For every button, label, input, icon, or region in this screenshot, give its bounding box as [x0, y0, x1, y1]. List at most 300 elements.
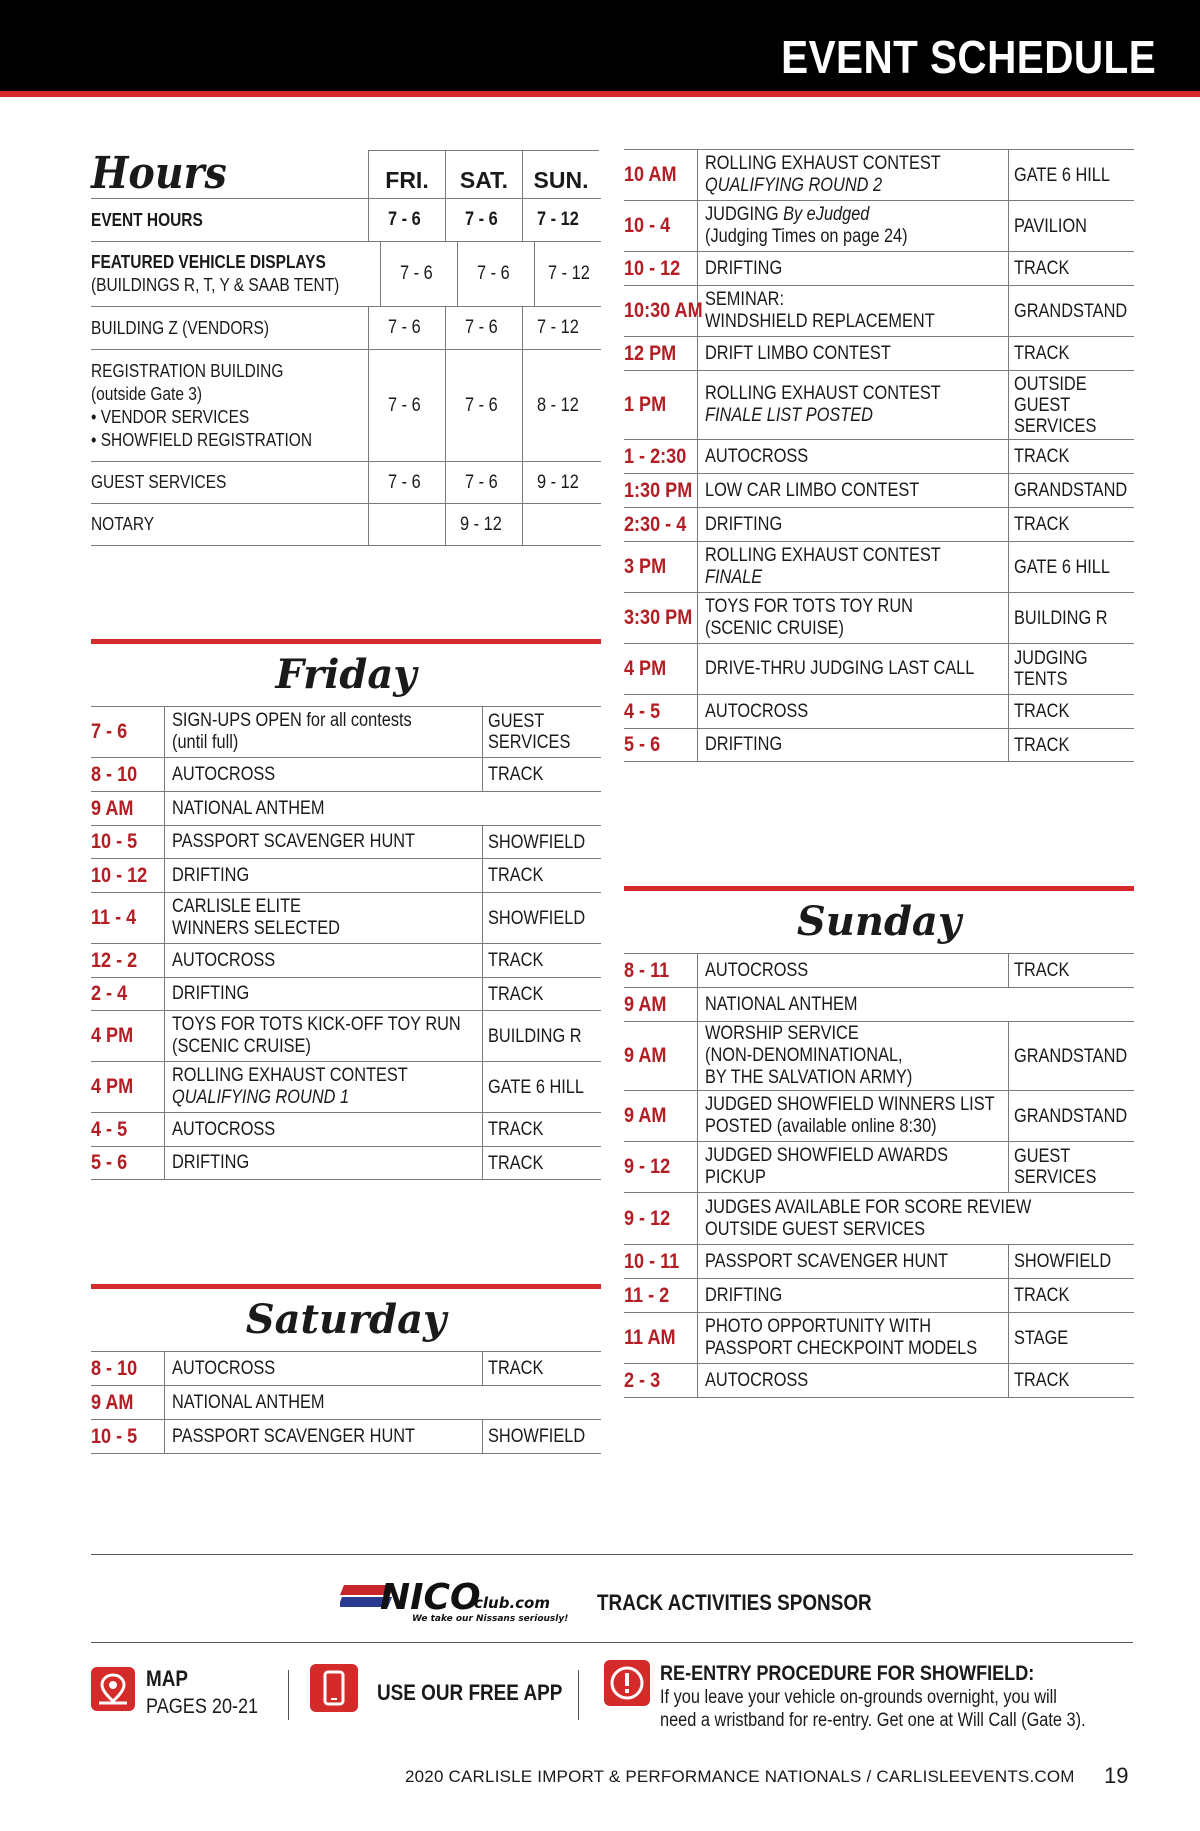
event-name [698, 150, 1008, 200]
event-line: POSTED (available online 8:30) [705, 1116, 937, 1137]
event-line: AUTOCROSS [172, 949, 276, 971]
hours-sun: 9 - 12 [536, 471, 579, 493]
event-time [91, 792, 165, 825]
event-name [698, 252, 1008, 285]
free-app-label[interactable]: USE OUR FREE APP [377, 1680, 563, 1705]
hours-sat: 7 - 6 [464, 209, 498, 230]
location-line: TRACK [488, 950, 544, 971]
event-time-text: 8 - 10 [91, 762, 138, 786]
reentry-notice [660, 1662, 1140, 1732]
location-line: GUEST [1014, 1146, 1071, 1167]
event-name [698, 593, 1008, 643]
hours-table [91, 150, 601, 546]
event-time [624, 1364, 698, 1397]
event-location [1008, 1142, 1134, 1192]
hours-label: NOTARY [91, 514, 155, 534]
event-line: DRIVE-THRU JUDGING LAST CALL [705, 658, 975, 679]
reentry-title: RE-ENTRY PROCEDURE FOR SHOWFIELD: [660, 1662, 1035, 1685]
hours-sat: 7 - 6 [464, 317, 498, 338]
event-time-text: 12 PM [624, 341, 677, 365]
event-line: NATIONAL ANTHEM [172, 797, 325, 819]
event-time-text: 1 PM [624, 393, 667, 416]
event-line: PASSPORT SCAVENGER HUNT [172, 831, 416, 852]
event-location [1008, 1091, 1134, 1141]
event-time-text: 9 AM [624, 1044, 667, 1067]
location-line: TRACK [488, 764, 544, 785]
event-time-text: 10 - 5 [91, 830, 138, 853]
schedule-row [624, 695, 1134, 729]
location-line: TRACK [1014, 701, 1070, 722]
event-location [1008, 371, 1134, 439]
location-line: GUEST [1014, 394, 1071, 416]
event-time-text: 10 - 5 [91, 1424, 138, 1448]
schedule-row [91, 859, 601, 893]
event-line: (SCENIC CRUISE) [172, 1036, 311, 1057]
event-name [165, 1386, 601, 1419]
schedule-row [624, 440, 1134, 474]
event-location [1008, 729, 1134, 761]
event-time-text: 11 - 4 [91, 906, 137, 929]
hours-fri: 7 - 6 [387, 471, 421, 493]
location-line: TRACK [488, 983, 544, 1005]
event-line: TOYS FOR TOTS KICK-OFF TOY RUN [172, 1014, 461, 1035]
event-line: AUTOCROSS [705, 700, 809, 722]
hours-sat: 9 - 12 [459, 513, 502, 535]
friday-rows [91, 707, 601, 1180]
event-line: DRIFTING [705, 1284, 783, 1306]
location-line: TRACK [488, 1358, 544, 1379]
hours-fri: 7 - 6 [387, 394, 421, 416]
location-line: TRACK [1014, 1285, 1070, 1306]
event-location [1008, 644, 1134, 694]
event-time-text: 4 PM [91, 1075, 134, 1098]
event-name [698, 1022, 1008, 1090]
event-line: (SCENIC CRUISE) [705, 618, 844, 639]
schedule-row [624, 337, 1134, 371]
schedule-row [624, 644, 1134, 695]
location-line: GATE 6 HILL [488, 1076, 584, 1098]
event-location [1008, 252, 1134, 285]
event-line: DRIFT LIMBO CONTEST [705, 342, 891, 364]
event-time-text: 9 AM [91, 796, 134, 820]
divider [91, 1554, 1133, 1555]
event-time-text: 11 AM [624, 1326, 676, 1349]
map-pages: PAGES 20-21 [146, 1695, 259, 1718]
schedule-row [624, 988, 1134, 1022]
event-line: QUALIFYING ROUND 1 [172, 1087, 350, 1108]
event-line: (NON-DENOMINATIONAL, [705, 1045, 903, 1066]
event-time-text: 10 - 4 [624, 214, 671, 237]
location-line: SHOWFIELD [488, 1426, 586, 1447]
map-info[interactable] [146, 1665, 276, 1720]
hours-label: EVENT HOURS [91, 209, 203, 230]
event-line: DRIFTING [705, 734, 783, 755]
alert-icon [604, 1660, 650, 1706]
schedule-row [624, 474, 1134, 508]
event-location [482, 707, 601, 757]
event-time [624, 1091, 698, 1141]
event-line: DRIFTING [705, 513, 783, 535]
day-title: Sunday [624, 891, 1134, 954]
event-line: BY THE SALVATION ARMY) [705, 1067, 913, 1088]
location-line: SERVICES [1014, 415, 1097, 437]
hours-label: REGISTRATION BUILDING [91, 360, 284, 381]
event-time-text: 9 - 12 [624, 1155, 671, 1178]
event-location [1008, 1245, 1134, 1278]
logo-suffix: club.com [474, 1594, 550, 1612]
hours-row-featured [91, 242, 601, 307]
event-location [482, 859, 601, 892]
event-line: WINDSHIELD REPLACEMENT [705, 311, 935, 332]
event-name [698, 286, 1008, 336]
event-time-text: 10:30 AM [624, 299, 703, 322]
sponsor-label: TRACK ACTIVITIES SPONSOR [597, 1590, 872, 1615]
location-line: BUILDING R [488, 1025, 582, 1047]
event-line: PASSPORT CHECKPOINT MODELS [705, 1338, 978, 1359]
location-line: JUDGING [1014, 648, 1088, 669]
divider [578, 1670, 579, 1720]
reentry-text: need a wristband for re-entry. Get one at Will Call (Gate 3). [660, 1710, 1086, 1731]
event-time [624, 644, 698, 694]
schedule-row [624, 1142, 1134, 1193]
event-time [91, 1113, 165, 1146]
event-location [1008, 1022, 1134, 1090]
location-line: SHOWFIELD [488, 907, 586, 929]
event-time [624, 1279, 698, 1312]
event-name: 2020 CARLISLE IMPORT & PERFORMANCE NATIONALS [405, 1767, 862, 1786]
schedule-row [624, 1313, 1134, 1364]
event-time [624, 1142, 698, 1192]
schedule-row [624, 542, 1134, 593]
col-fri: FRI. [368, 150, 445, 198]
event-line: JUDGING By eJudged [705, 204, 870, 225]
friday-schedule [91, 639, 601, 1180]
event-time [91, 707, 165, 757]
event-location [1008, 474, 1134, 507]
event-time [624, 729, 698, 761]
event-line: ROLLING EXHAUST CONTEST [705, 545, 941, 566]
page-number: 19 [1104, 1763, 1129, 1788]
event-location [482, 1113, 601, 1146]
event-name [165, 826, 482, 858]
hours-sun: 8 - 12 [536, 394, 579, 416]
event-time-text: 8 - 11 [624, 958, 670, 982]
event-line: SEMINAR: [705, 289, 784, 310]
event-time-text: 5 - 6 [91, 1151, 128, 1174]
schedule-row [624, 286, 1134, 337]
event-location [482, 758, 601, 791]
event-time [91, 1062, 165, 1112]
schedule-row [91, 1011, 601, 1062]
event-location [482, 826, 601, 858]
event-name [165, 792, 601, 825]
event-location [1008, 440, 1134, 473]
saturday-rows [91, 1352, 601, 1454]
event-time [91, 893, 165, 943]
event-line: WINNERS SELECTED [172, 918, 340, 939]
event-time [91, 1386, 165, 1419]
event-location [1008, 954, 1134, 987]
event-line: (Judging Times on page 24) [705, 226, 908, 247]
event-time-text: 10 - 12 [91, 863, 148, 887]
event-line: (until full) [172, 732, 239, 753]
event-name [698, 988, 1134, 1021]
event-time [91, 758, 165, 791]
hours-header [91, 150, 601, 199]
hours-row-building-z [91, 307, 601, 350]
event-time-text: 4 - 5 [91, 1117, 128, 1141]
schedule-row [624, 729, 1134, 762]
schedule-row [91, 1420, 601, 1454]
schedule-row [91, 1147, 601, 1180]
schedule-row [91, 826, 601, 859]
event-location [1008, 201, 1134, 251]
reentry-text: If you leave your vehicle on-grounds overnight, you will [660, 1687, 1057, 1708]
header-stripe [0, 91, 1200, 97]
location-line: SERVICES [1014, 1167, 1097, 1188]
event-name [698, 337, 1008, 370]
event-line: FINALE [705, 567, 763, 588]
divider [91, 1642, 1133, 1643]
schedule-row [624, 1091, 1134, 1142]
event-name [698, 440, 1008, 473]
event-location [1008, 337, 1134, 370]
hours-line: • VENDOR SERVICES [91, 406, 250, 427]
event-time [624, 1245, 698, 1278]
event-name [165, 1352, 482, 1385]
phone-icon[interactable] [310, 1664, 358, 1712]
event-name [165, 859, 482, 892]
event-location [1008, 1313, 1134, 1363]
schedule-row [624, 1193, 1134, 1245]
nico-club-logo[interactable] [340, 1575, 580, 1625]
event-name [698, 1313, 1008, 1363]
sunday-schedule [624, 886, 1134, 1398]
schedule-row [91, 758, 601, 792]
hours-row-notary [91, 504, 601, 546]
location-line: SERVICES [488, 732, 571, 753]
location-line: GRANDSTAND [1014, 300, 1128, 322]
event-time [624, 201, 698, 251]
saturday-schedule [91, 1284, 601, 1454]
location-line: TRACK [1014, 734, 1070, 756]
schedule-row [91, 792, 601, 826]
location-line: TRACK [1014, 960, 1070, 981]
schedule-row [624, 150, 1134, 201]
event-time [91, 1420, 165, 1453]
event-location [1008, 286, 1134, 336]
location-line: GRANDSTAND [1014, 1105, 1128, 1127]
hours-sat: 7 - 6 [464, 471, 498, 493]
location-line: PAVILION [1014, 215, 1087, 237]
sunday-rows [624, 954, 1134, 1398]
event-line: JUDGES AVAILABLE FOR SCORE REVIEW [705, 1196, 1032, 1218]
event-name [165, 944, 482, 977]
event-name [165, 978, 482, 1010]
event-time [91, 1352, 165, 1385]
event-time-text: 8 - 10 [91, 1356, 138, 1380]
event-location [482, 893, 601, 943]
event-line: AUTOCROSS [172, 1118, 276, 1140]
location-line: SHOWFIELD [1014, 1251, 1112, 1272]
event-time [624, 337, 698, 370]
footer-separator: / [866, 1767, 872, 1786]
event-line: NATIONAL ANTHEM [705, 993, 858, 1015]
event-name [698, 1193, 1134, 1244]
schedule-row [91, 944, 601, 978]
event-name [698, 695, 1008, 728]
schedule-row [91, 1062, 601, 1113]
event-time-text: 7 - 6 [91, 720, 128, 743]
event-line: PASSPORT SCAVENGER HUNT [172, 1425, 416, 1447]
col-sun: SUN. [522, 150, 599, 198]
event-judge: By eJudged [783, 204, 870, 225]
logo-wordmark: NICO [380, 1577, 481, 1618]
event-location [1008, 1364, 1134, 1397]
location-line: GUEST [488, 711, 545, 732]
event-line: DRIFTING [172, 1152, 250, 1173]
event-name [165, 1420, 482, 1453]
schedule-row [91, 707, 601, 758]
hours-row-guest-services [91, 462, 601, 504]
event-location [482, 978, 601, 1010]
hours-row-event [91, 199, 601, 242]
event-line: AUTOCROSS [705, 445, 809, 467]
event-name [698, 508, 1008, 541]
event-line: LOW CAR LIMBO CONTEST [705, 479, 920, 501]
event-time-text: 4 - 5 [624, 699, 661, 723]
location-line: TRACK [1014, 446, 1070, 467]
event-location [1008, 150, 1134, 200]
event-time-text: 10 AM [624, 163, 677, 186]
location-line: TRACK [1014, 1370, 1070, 1391]
event-name [165, 1011, 482, 1061]
event-line: PASSPORT SCAVENGER HUNT [705, 1250, 949, 1272]
event-line: ROLLING EXHAUST CONTEST [705, 153, 941, 174]
event-name [698, 1364, 1008, 1397]
event-time-text: 12 - 2 [91, 948, 138, 972]
event-time [624, 954, 698, 987]
event-location [1008, 508, 1134, 541]
day-title: Friday [91, 644, 601, 707]
location-line: GRANDSTAND [1014, 480, 1128, 501]
event-line: AUTOCROSS [705, 1369, 809, 1391]
event-time-text: 2:30 - 4 [624, 512, 687, 536]
event-time-text: 9 AM [624, 992, 667, 1016]
event-name [698, 954, 1008, 987]
event-time [624, 1313, 698, 1363]
event-time [624, 593, 698, 643]
location-line: TRACK [488, 865, 544, 886]
location-line: GRANDSTAND [1014, 1045, 1128, 1067]
location-line: TRACK [488, 1152, 544, 1174]
event-time [91, 826, 165, 858]
hours-sun: 7 - 12 [536, 317, 579, 338]
schedule-row [624, 593, 1134, 644]
location-line: TRACK [1014, 343, 1070, 364]
event-name [698, 1279, 1008, 1312]
event-time-text: 10 - 11 [624, 1249, 680, 1273]
event-line: ROLLING EXHAUST CONTEST [172, 1065, 408, 1086]
event-time-text: 5 - 6 [624, 733, 661, 756]
location-line: OUTSIDE [1014, 373, 1087, 395]
event-time-text: 4 PM [91, 1024, 134, 1047]
event-line: WORSHIP SERVICE [705, 1023, 859, 1044]
hours-label: FEATURED VEHICLE DISPLAYS [91, 252, 326, 272]
event-time [624, 988, 698, 1021]
schedule-row [91, 1386, 601, 1420]
divider [288, 1670, 289, 1720]
event-name [698, 729, 1008, 761]
map-pin-icon[interactable] [91, 1667, 135, 1711]
event-location [1008, 695, 1134, 728]
event-time-text: 11 - 2 [624, 1283, 670, 1307]
event-time [624, 1022, 698, 1090]
event-time [624, 371, 698, 439]
hours-fri: 7 - 6 [387, 317, 421, 338]
event-time-text: 9 - 12 [624, 1206, 671, 1230]
hours-row-registration [91, 350, 601, 462]
map-title: MAP [146, 1666, 189, 1691]
event-time-text: 2 - 4 [91, 982, 128, 1005]
hours-sat: 7 - 6 [464, 394, 498, 416]
saturday-continued-rows [624, 150, 1134, 762]
event-name [698, 201, 1008, 251]
hours-label: BUILDING Z (VENDORS) [91, 317, 270, 338]
hours-line: (outside Gate 3) [91, 383, 203, 404]
event-name [698, 474, 1008, 507]
schedule-row [624, 1245, 1134, 1279]
location-line: TRACK [488, 1119, 544, 1140]
event-time [624, 542, 698, 592]
event-name [698, 542, 1008, 592]
location-line: GATE 6 HILL [1014, 164, 1110, 186]
event-name [165, 1147, 482, 1179]
event-line: DRIFTING [172, 983, 250, 1004]
schedule-row [624, 1022, 1134, 1091]
event-time [624, 474, 698, 507]
event-time-text: 10 - 12 [624, 256, 681, 280]
event-line: DRIFTING [172, 864, 250, 886]
website-link[interactable]: CARLISLEEVENTS.COM [876, 1767, 1075, 1786]
event-time [624, 508, 698, 541]
event-time-text: 1:30 PM [624, 478, 693, 502]
location-line: GATE 6 HILL [1014, 556, 1110, 578]
hours-sun: 7 - 12 [548, 263, 591, 284]
col-sat: SAT. [445, 150, 522, 198]
schedule-row [624, 252, 1134, 286]
event-time [624, 440, 698, 473]
event-name [698, 644, 1008, 694]
hours-fri: 7 - 6 [399, 263, 433, 284]
hours-label: GUEST SERVICES [91, 472, 227, 492]
event-name [165, 1113, 482, 1146]
location-line: BUILDING R [1014, 607, 1108, 629]
event-name [698, 1245, 1008, 1278]
event-time [91, 944, 165, 977]
event-time [91, 1147, 165, 1179]
event-location [1008, 542, 1134, 592]
event-time [624, 150, 698, 200]
event-line: PHOTO OPPORTUNITY WITH [705, 1316, 932, 1337]
schedule-row [91, 893, 601, 944]
logo-tagline: We take our Nissans seriously! [412, 1614, 569, 1624]
event-location [1008, 1279, 1134, 1312]
event-time [624, 286, 703, 336]
hours-sublabel: (BUILDINGS R, T, Y & SAAB TENT) [91, 275, 340, 295]
event-name [165, 893, 482, 943]
hours-title: Hours [91, 148, 227, 199]
